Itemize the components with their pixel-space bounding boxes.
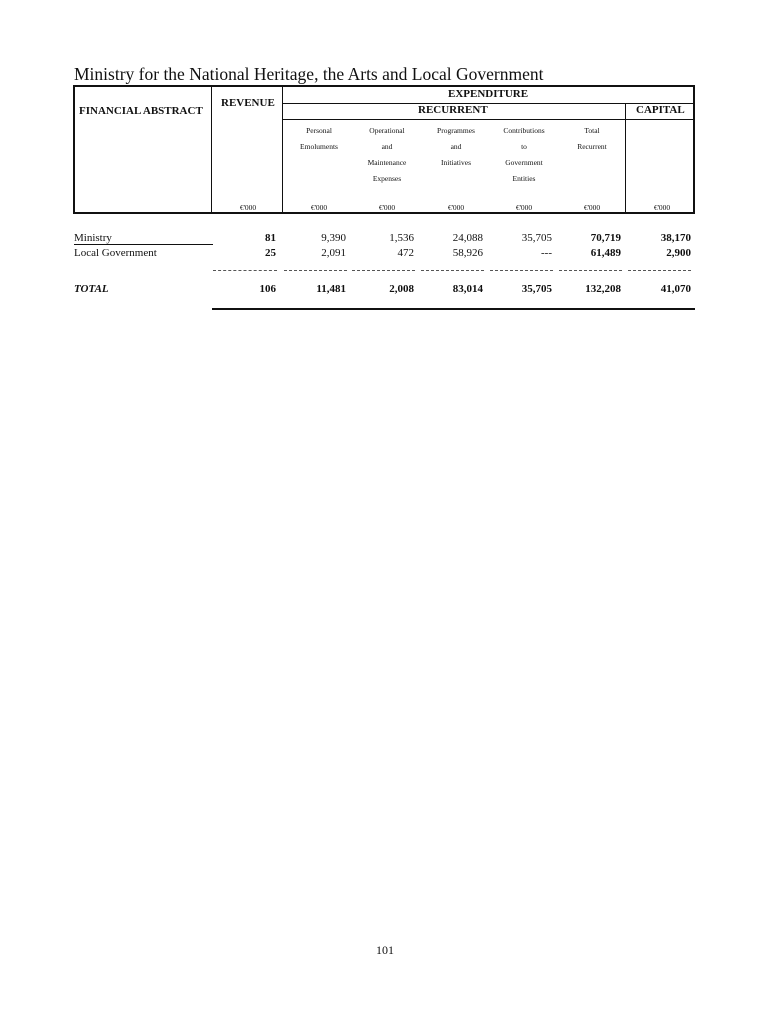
dashed-separator: [628, 270, 691, 271]
cell-personal: 11,481: [316, 283, 346, 295]
recurrent-label: RECURRENT: [418, 104, 488, 116]
cell-contributions: 35,705: [521, 232, 552, 244]
revenue-label: REVENUE: [221, 97, 275, 109]
divider: [282, 119, 693, 120]
unit-label: €'000: [515, 203, 533, 212]
total-row: [74, 283, 695, 299]
col-operational-maintenance: Operational and Maintenance Expenses: [367, 126, 407, 183]
table-header: [73, 85, 695, 214]
expenditure-label: EXPENDITURE: [448, 88, 529, 100]
unit-label: €'000: [447, 203, 465, 212]
cell-total-recurrent: 61,489: [590, 247, 621, 259]
table-row: [74, 232, 695, 248]
cell-total-recurrent: 132,208: [585, 283, 621, 295]
dashed-separator: [352, 270, 415, 271]
cell-operational: 472: [397, 247, 414, 259]
unit-label: €'000: [653, 203, 671, 212]
dashed-separator: [490, 270, 553, 271]
cell-programmes: 58,926: [452, 247, 483, 259]
cell-contributions: ---: [541, 247, 552, 259]
page-title: Ministry for the National Heritage, the Arts and Local Government: [74, 64, 544, 84]
cell-personal: 2,091: [321, 247, 346, 259]
row-name: Ministry: [74, 232, 112, 244]
cell-operational: 1,536: [389, 232, 414, 244]
col-total-recurrent: Total Recurrent: [577, 126, 607, 151]
cell-revenue: 81: [265, 232, 276, 244]
divider: [282, 87, 283, 212]
divider: [211, 87, 212, 212]
row-name: Local Government: [74, 247, 157, 259]
cell-capital: 2,900: [666, 247, 691, 259]
unit-label: €'000: [239, 203, 257, 212]
cell-programmes: 83,014: [452, 283, 483, 295]
row-underline: [74, 244, 213, 245]
cell-revenue: 25: [265, 247, 276, 259]
col-programmes-initiatives: Programmes and Initiatives: [437, 126, 475, 167]
financial-abstract-label: FINANCIAL ABSTRACT: [79, 105, 203, 117]
cell-total-recurrent: 70,719: [590, 232, 621, 244]
unit-label: €'000: [378, 203, 396, 212]
unit-label: €'000: [310, 203, 328, 212]
table-row: [74, 247, 695, 263]
page-number: 101: [376, 943, 394, 957]
col-contributions: Contributions to Government Entities: [503, 126, 545, 183]
dashed-separator: [559, 270, 622, 271]
cell-capital: 38,170: [660, 232, 691, 244]
unit-label: €'000: [583, 203, 601, 212]
cell-programmes: 24,088: [452, 232, 483, 244]
dashed-separator: [421, 270, 484, 271]
cell-operational: 2,008: [389, 283, 414, 295]
cell-revenue: 106: [259, 283, 276, 295]
bottom-rule: [212, 308, 695, 310]
dashed-separator: [213, 270, 277, 271]
dashed-separator: [284, 270, 347, 271]
cell-capital: 41,070: [660, 283, 691, 295]
capital-label: CAPITAL: [636, 104, 685, 116]
col-personal-emoluments: Personal Emoluments: [300, 126, 338, 151]
cell-contributions: 35,705: [521, 283, 552, 295]
total-label: TOTAL: [74, 283, 109, 295]
cell-personal: 9,390: [321, 232, 346, 244]
